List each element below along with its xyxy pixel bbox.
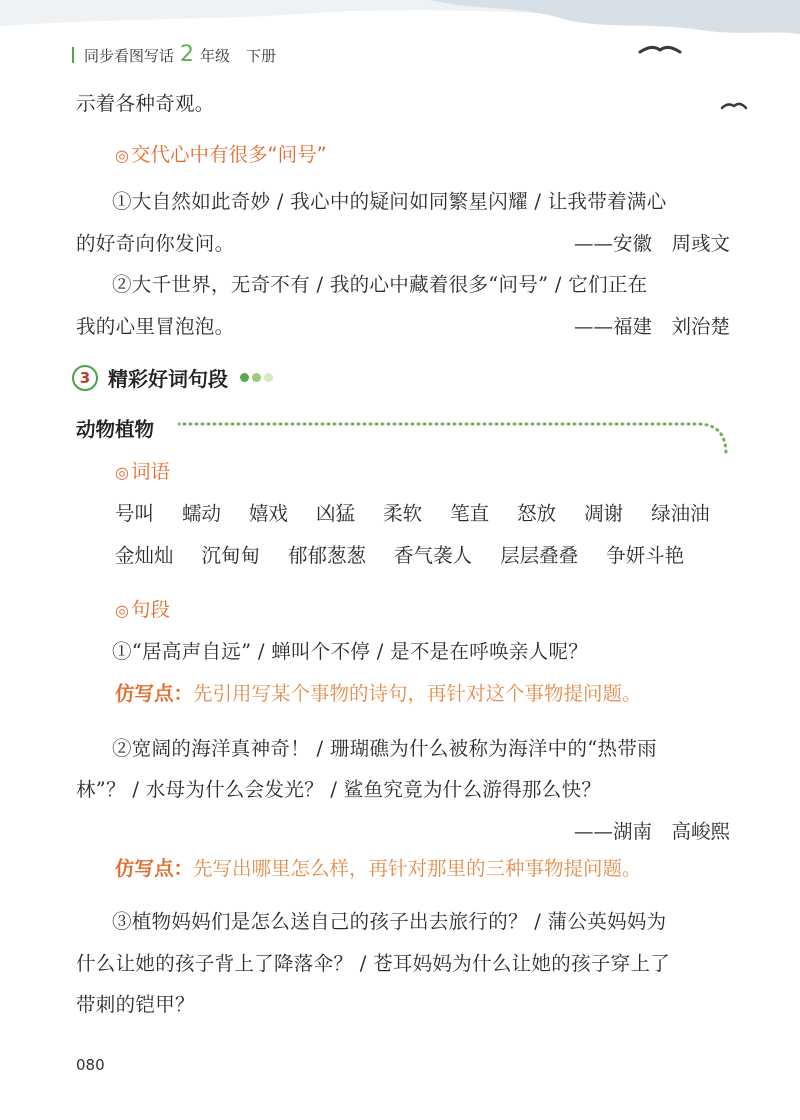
paragraph-2-line-2: 林”？ / 水母为什么会发光？ / 鲨鱼究竟为什么游得那么快？ xyxy=(76,778,602,801)
word: 郁郁葱葱 xyxy=(288,544,367,567)
word: 蠕动 xyxy=(182,502,222,525)
paragraph-3-line-1: ③植物妈妈们是怎么送自己的孩子出去旅行的？ / 蒲公英妈妈为 xyxy=(112,910,667,933)
tip-text: 先引用写某个事物的诗句，再针对这个事物提问题。 xyxy=(193,682,642,705)
word: 绿油油 xyxy=(651,502,710,525)
word: 层层叠叠 xyxy=(500,544,579,567)
tip-label: 仿写点： xyxy=(115,857,194,880)
word: 沉甸甸 xyxy=(201,544,261,567)
section-title: 精彩好词句段 xyxy=(108,367,228,391)
paragraph-2-tip xyxy=(115,853,642,881)
sentences-heading-text: 句段 xyxy=(130,598,170,621)
paragraph-2-attribution: ——湖南 高峻熙 xyxy=(573,820,730,843)
word: 争妍斗艳 xyxy=(606,544,685,567)
words-row-1 xyxy=(115,498,710,526)
paragraph-1-tip xyxy=(115,678,642,706)
subsection-title: 动物植物 xyxy=(76,418,155,441)
tip-label: 仿写点： xyxy=(115,682,194,705)
bird-icon-2 xyxy=(722,104,746,108)
ink-mountains xyxy=(430,0,800,34)
word: 嬉戏 xyxy=(249,502,289,525)
header-banner-illustration xyxy=(0,0,800,160)
section-number-badge: 3 xyxy=(72,365,98,391)
dotted-divider xyxy=(178,420,738,460)
ask-item-1-attribution: ——安徽 周彧文 xyxy=(573,232,730,255)
section-3-heading xyxy=(72,363,273,392)
sentences-heading xyxy=(115,594,170,622)
word: 怒放 xyxy=(517,502,557,525)
ask-item-1-line-1: ①大自然如此奇妙 / 我心中的疑问如同繁星闪耀 / 让我带着满心 xyxy=(112,190,667,213)
word: 金灿灿 xyxy=(115,544,174,567)
page-number: 080 xyxy=(76,1056,105,1074)
running-header xyxy=(72,44,276,66)
ring-bullet-icon: ◎ xyxy=(115,146,129,165)
grade-label: 年级 xyxy=(200,47,231,65)
ask-heading xyxy=(115,139,327,167)
words-heading-text: 词语 xyxy=(130,460,170,483)
header-accent-bar xyxy=(72,47,74,63)
grade-number: 2 xyxy=(180,42,195,67)
ring-bullet-icon: ◎ xyxy=(115,601,129,620)
ask-item-1-line-2: 的好奇向你发问。 xyxy=(76,232,235,255)
paragraph-3-line-3: 带刺的铠甲？ xyxy=(76,993,195,1016)
tip-text: 先写出哪里怎么样，再针对那里的三种事物提问题。 xyxy=(193,857,642,880)
ask-heading-text: 交代心中有很多“问号” xyxy=(130,143,327,166)
book-title: 同步看图写话 xyxy=(84,47,175,65)
word: 号叫 xyxy=(115,502,155,525)
paragraph-3-line-2: 什么让她的孩子背上了降落伞？ / 苍耳妈妈为什么让她的孩子穿上了 xyxy=(76,952,671,975)
bird-icon-1 xyxy=(640,47,680,52)
intro-line: 示着各种奇观。 xyxy=(76,92,215,115)
decorative-dots-icon xyxy=(240,373,273,382)
ask-item-2-line-1: ②大千世界，无奇不有 / 我的心中藏着很多“问号” / 它们正在 xyxy=(112,273,648,296)
word: 香气袭人 xyxy=(394,544,473,567)
words-heading xyxy=(115,456,170,484)
paragraph-1-line-1: ①“居高声自远” / 蝉叫个不停 / 是不是在呼唤亲人呢？ xyxy=(112,640,589,663)
ring-bullet-icon: ◎ xyxy=(115,463,129,482)
word: 凶猛 xyxy=(316,502,356,525)
ask-item-2-attribution: ——福建 刘治楚 xyxy=(573,315,730,338)
word: 凋谢 xyxy=(584,502,624,525)
ask-item-2-line-2: 我的心里冒泡泡。 xyxy=(76,315,235,338)
volume-label: 下册 xyxy=(246,47,277,65)
word: 柔软 xyxy=(383,502,423,525)
words-row-2 xyxy=(115,540,684,568)
paragraph-2-line-1: ②宽阔的海洋真神奇！ / 珊瑚礁为什么被称为海洋中的“热带雨 xyxy=(112,737,657,760)
word: 笔直 xyxy=(450,502,490,525)
